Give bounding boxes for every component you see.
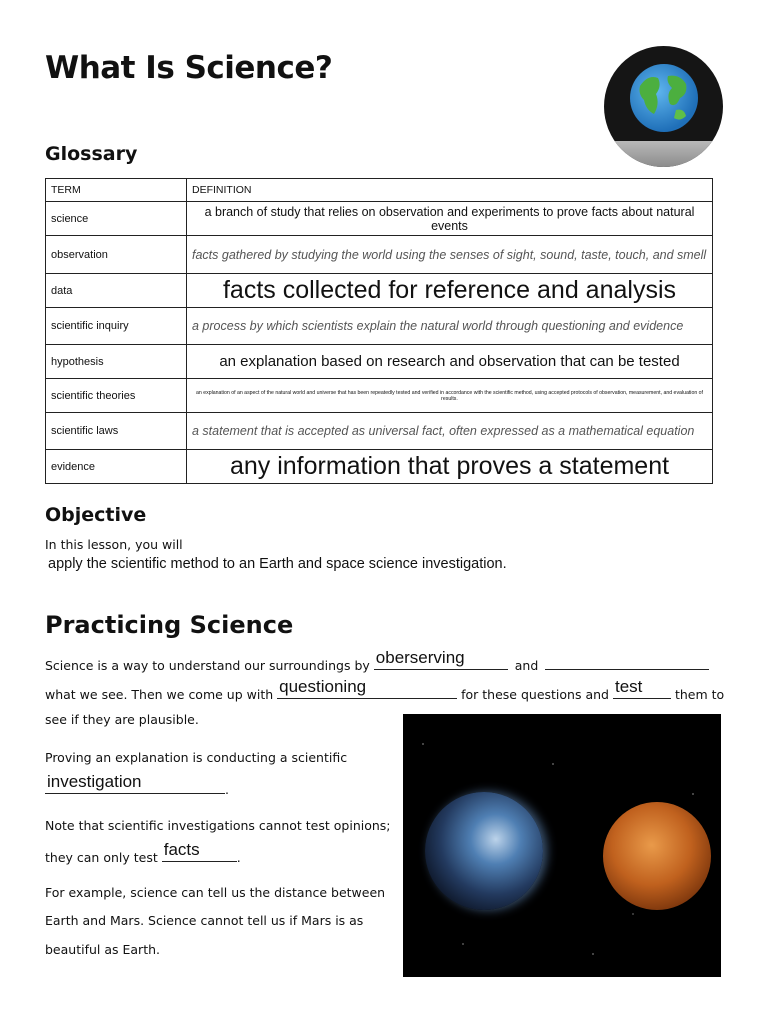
- answer-text: test: [614, 677, 643, 696]
- term-cell: scientific theories: [46, 379, 187, 413]
- practicing-heading: Practicing Science: [45, 611, 294, 639]
- venus-planet-icon: [603, 802, 711, 910]
- answer-text: oberserving: [375, 648, 465, 667]
- paragraph-text: what we see. Then we come up with: [45, 687, 274, 702]
- earth-planet-icon: [425, 792, 543, 910]
- answer-blank[interactable]: [162, 840, 237, 862]
- paragraph-line: see if they are plausible.: [45, 712, 199, 727]
- glossary-table: [45, 178, 713, 484]
- term-cell: scientific laws: [46, 413, 187, 450]
- definition-cell: an explanation of an aspect of the natural world and universe that has been repeatedly tested and verified in accordance with the scientific method, using accepted protocols of observation, measurement, and evaluation of results.: [187, 379, 713, 413]
- definition-cell: any information that proves a statement: [187, 450, 713, 484]
- paragraph-text: for these questions and: [461, 687, 609, 702]
- term-column-header: TERM: [46, 179, 187, 202]
- definition-cell: an explanation based on research and observation that can be tested: [187, 345, 713, 379]
- definition-cell: a process by which scientists explain the natural world through questioning and evidence: [187, 308, 713, 345]
- term-cell: data: [46, 274, 187, 308]
- earth-globe-icon: [604, 46, 723, 167]
- page-title: What Is Science?: [45, 50, 333, 86]
- table-row: [46, 413, 713, 450]
- table-row: [46, 202, 713, 236]
- answer-blank[interactable]: [45, 772, 225, 794]
- paragraph-line: [45, 677, 725, 703]
- paragraph-line: [45, 648, 709, 674]
- paragraph-line: investigation .: [47, 772, 229, 797]
- term-cell: scientific inquiry: [46, 308, 187, 345]
- answer-blank[interactable]: [545, 655, 709, 670]
- paragraph-text: they can only test: [45, 850, 158, 865]
- answer-blank[interactable]: [277, 677, 457, 699]
- answer-blank[interactable]: [374, 648, 508, 670]
- table-row: [46, 236, 713, 274]
- definition-cell: a branch of study that relies on observation and experiments to prove facts about natural events: [187, 202, 713, 236]
- paragraph-line: For example, science can tell us the distance between: [45, 885, 386, 900]
- table-row: [46, 308, 713, 345]
- table-row: [46, 345, 713, 379]
- answer-text: facts: [163, 840, 200, 859]
- objective-heading: Objective: [45, 504, 147, 526]
- paragraph-line: they can only test facts .: [45, 840, 241, 865]
- paragraph-line: Note that scientific investigations cannot test opinions;: [45, 818, 391, 833]
- table-header-row: [46, 179, 713, 202]
- paragraph-line: Earth and Mars. Science cannot tell us if Mars is as: [45, 913, 364, 928]
- paragraph-text: and: [514, 658, 539, 673]
- glossary-heading: Glossary: [45, 143, 138, 165]
- answer-text: investigation: [47, 772, 142, 791]
- definition-cell: facts gathered by studying the world using the senses of sight, sound, taste, touch, and smell: [187, 236, 713, 274]
- term-cell: evidence: [46, 450, 187, 484]
- table-row: [46, 450, 713, 484]
- term-cell: hypothesis: [46, 345, 187, 379]
- objective-text: apply the scientific method to an Earth and space science investigation.: [48, 556, 507, 572]
- earth-and-venus-image: [403, 714, 721, 977]
- paragraph-text: them to: [674, 687, 725, 702]
- paragraph-line: beautiful as Earth.: [45, 942, 160, 957]
- table-row: [46, 274, 713, 308]
- definition-cell: facts collected for reference and analysis: [187, 274, 713, 308]
- table-row: [46, 379, 713, 413]
- objective-intro: In this lesson, you will: [45, 537, 183, 552]
- answer-blank[interactable]: [613, 677, 671, 699]
- paragraph-line: Proving an explanation is conducting a scientific: [45, 750, 348, 765]
- definition-column-header: DEFINITION: [187, 179, 713, 202]
- term-cell: observation: [46, 236, 187, 274]
- definition-cell: a statement that is accepted as universal fact, often expressed as a mathematical equation: [187, 413, 713, 450]
- answer-text: questioning: [279, 677, 367, 696]
- paragraph-text: Science is a way to understand our surroundings by: [45, 658, 370, 673]
- term-cell: science: [46, 202, 187, 236]
